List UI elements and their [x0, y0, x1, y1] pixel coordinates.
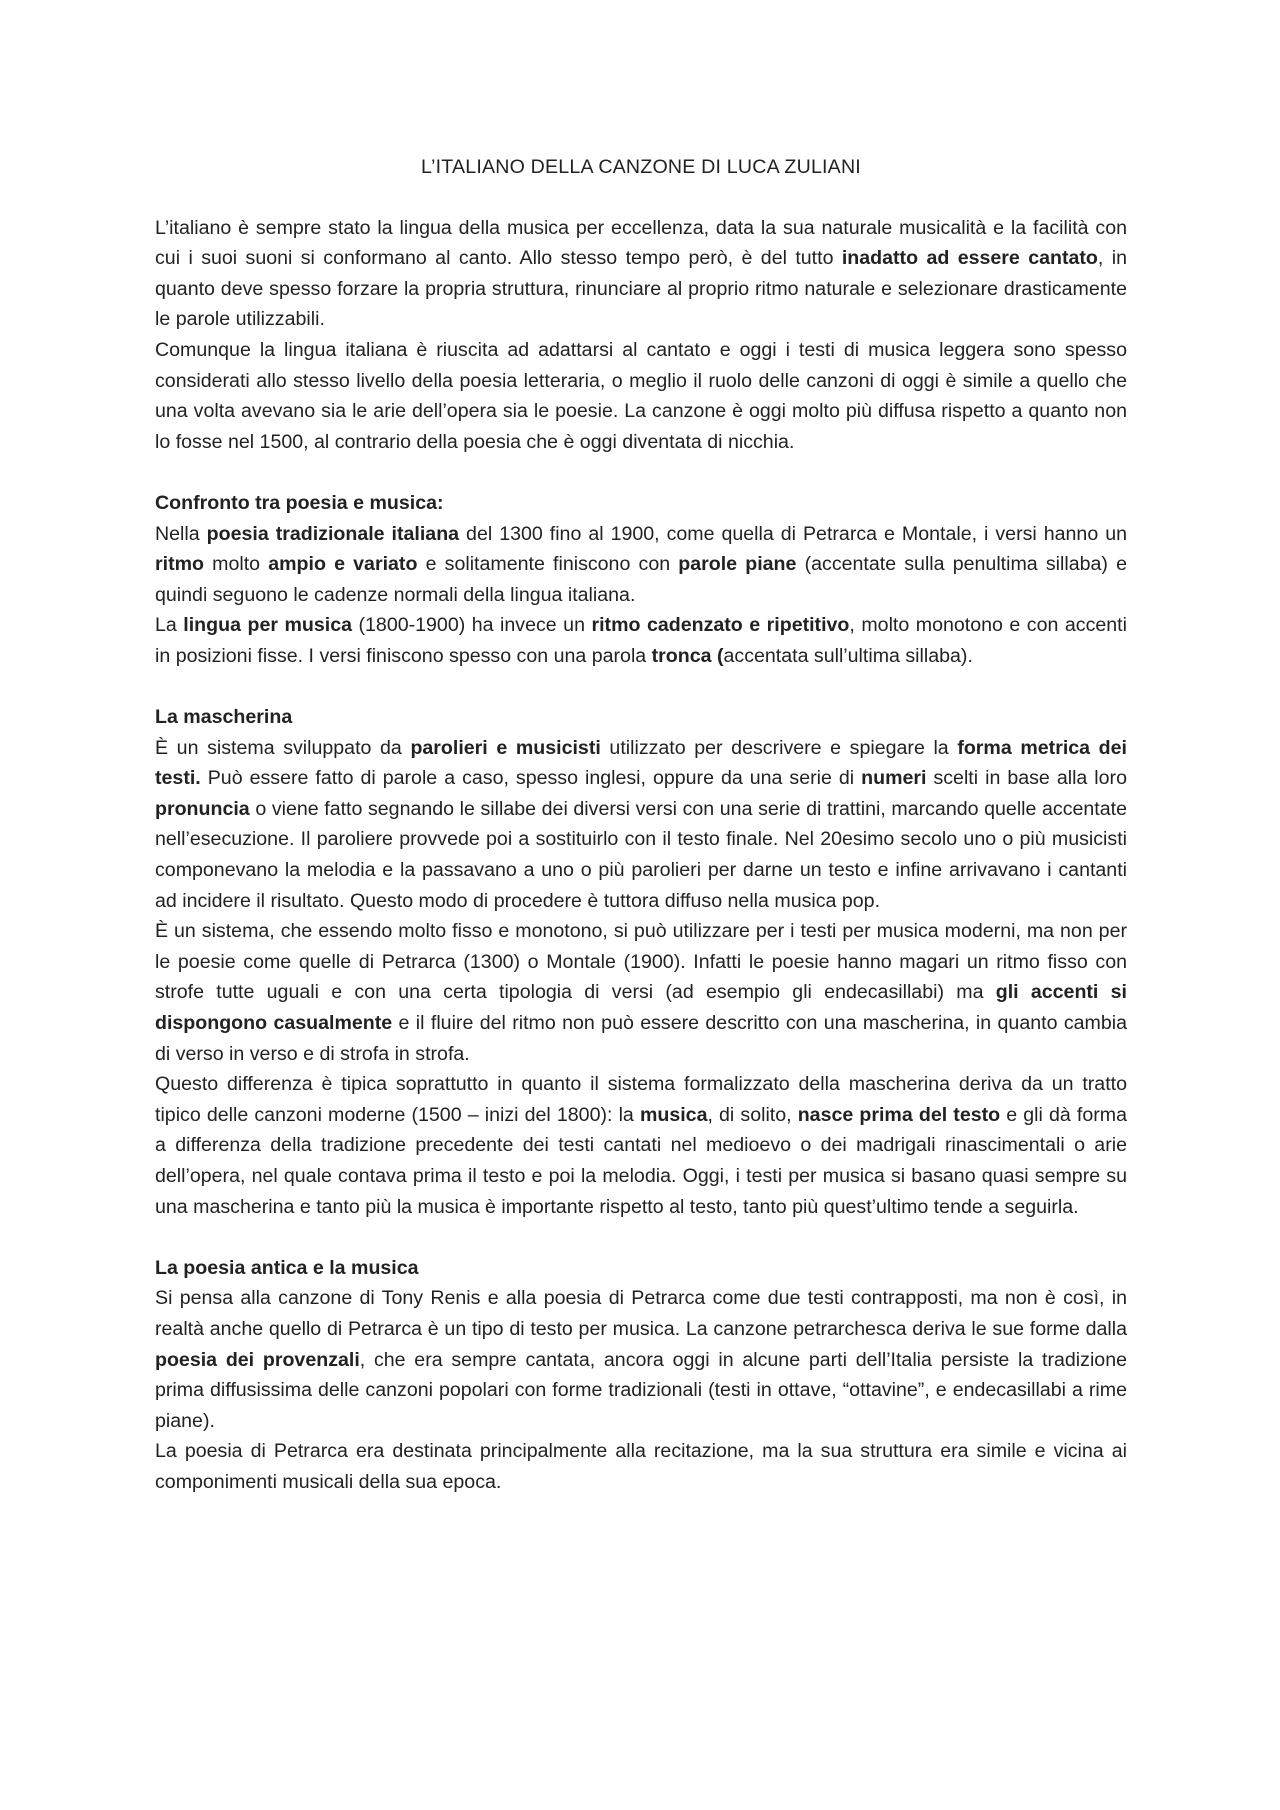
text-run: molto — [203, 553, 269, 576]
bold-run: nasce prima del testo — [797, 1103, 1001, 1126]
bold-run: tronca ( — [651, 644, 724, 667]
text-run: , molto monotono e con accenti in posizioni fisse. I versi finiscono spesso con una parola — [155, 614, 1127, 667]
bold-run: parole piane — [678, 553, 797, 576]
poesia-antica-paragraph-1 — [155, 1283, 1127, 1436]
text-run: È un sistema, che essendo molto fisso e monotono, si può utilizzare per i testi per musica moderni, ma non per le poesie come quelle di Petrarca (1300) o Montale (1900). Infatti le poesie hanno magari un ritmo fisso con strofe tutte uguali e con una certa tipologia di versi (ad esempio gli endecasillabi) ma — [155, 920, 1127, 1004]
bold-run: ritmo cadenzato e ripetitivo — [591, 614, 850, 637]
bold-run: poesia dei provenzali — [155, 1348, 360, 1371]
confronto-paragraph-2 — [155, 610, 1127, 671]
text-run: (1800-1900) ha invece un — [352, 614, 592, 637]
text-run: Questo differenza è tipica soprattutto in quanto il sistema formalizzato della mascherina deriva da un tratto tipico delle canzoni moderne (1500 – inizi del 1800): la — [155, 1073, 1127, 1126]
text-run: e il fluire del ritmo non può essere descritto con una mascherina, in quanto cambia di verso in verso e di strofa in strofa. — [155, 1012, 1127, 1065]
text-run: e gli dà forma a differenza della tradizione precedente dei testi cantati nel medioevo o dei madrigali rinascimentali o arie dell’opera, nel quale contava prima il testo e poi la melodia. Oggi, i testi per musica si basano quasi sempre su una mascherina e tanto più la musica è importante rispetto al testo, tanto più quest’ultimo tende a seguirla. — [155, 1103, 1127, 1218]
text-run: , in quanto deve spesso forzare la propria struttura, rinunciare al proprio ritmo naturale e selezionare drasticamente le parole utilizzabili. — [155, 247, 1127, 331]
text-run: o viene fatto segnando le sillabe dei diversi versi con una serie di trattini, marcando quelle accentate nell’esecuzione. Il paroliere provvede poi a sostituirlo con il testo finale. Nel 20esimo secolo uno o più musicisti componevano la melodia e la passavano a uno o più parolieri per darne un testo e infine arrivavano i cantanti ad incidere il risultato. Questo modo di procedere è tuttora diffuso nella musica pop. — [155, 797, 1127, 912]
bold-run: lingua per musica — [183, 614, 352, 637]
bold-run: pronuncia — [155, 797, 250, 820]
text-run: (accentate sulla penultima sillaba) e quindi seguono le cadenze normali della lingua italiana. — [155, 553, 1127, 606]
text-run: , che era sempre cantata, ancora oggi in alcune parti dell’Italia persiste la tradizione prima diffusissima delle canzoni popolari con forme tradizionali (testi in ottave, “ottavine”, e endecasillabi a rime piane). — [155, 1348, 1127, 1432]
intro-paragraph-2: Comunque la lingua italiana è riuscita ad adattarsi al cantato e oggi i testi di musica leggera sono spesso considerati allo stesso livello della poesia letteraria, o meglio il ruolo delle canzoni di oggi è simile a quello che una volta avevano sia le arie dell’opera sia le poesie. La canzone è oggi molto più diffusa rispetto a quanto non lo fosse nel 1500, al contrario della poesia che è oggi diventata di nicchia. — [155, 338, 1127, 453]
text-run: scelti in base alla loro — [926, 767, 1127, 790]
text-run: utilizzato per descrivere e spiegare la — [600, 736, 958, 759]
bold-run: inadatto ad essere cantato — [841, 247, 1098, 270]
text-run: , di solito, — [707, 1103, 798, 1126]
bold-run: forma metrica dei testi. — [155, 736, 1127, 790]
document-title: L’ITALIANO DELLA CANZONE DI LUCA ZULIANI — [421, 156, 861, 178]
bold-run: gli accenti si dispongono casualmente — [155, 981, 1127, 1035]
section-heading-confronto: Confronto tra poesia e musica: — [155, 491, 444, 514]
bold-run: numeri — [861, 767, 927, 790]
confronto-paragraph-1 — [155, 519, 1127, 611]
text-run: È un sistema sviluppato da — [155, 736, 411, 759]
section-heading-poesia-antica: La poesia antica e la musica — [155, 1256, 419, 1279]
text-run: del 1300 fino al 1900, come quella di Petrarca e Montale, i versi hanno un — [459, 522, 1127, 545]
text-run: L’italiano è sempre stato la lingua della musica per eccellenza, data la sua naturale musicalità e la facilità con cui i suoi suoni si conformano al canto. Allo stesso tempo però, è del tutto — [155, 216, 1127, 270]
bold-run: musica — [639, 1103, 708, 1126]
mascherina-paragraph-2 — [155, 916, 1127, 1069]
section-heading-mascherina: La mascherina — [155, 706, 293, 729]
bold-run: parolieri e musicisti — [410, 736, 601, 759]
text-run: Si pensa alla canzone di Tony Renis e alla poesia di Petrarca come due testi contrapposti, ma non è così, in realtà anche quello di Petrarca è un tipo di testo per musica. La canzone petrarchesca deriva le sue forme dalla — [155, 1287, 1127, 1340]
intro-paragraph-1 — [155, 213, 1127, 335]
poesia-antica-paragraph-2: La poesia di Petrarca era destinata principalmente alla recitazione, ma la sua struttura era simile e vicina ai componimenti musicali della sua epoca. — [155, 1440, 1127, 1493]
bold-run: poesia tradizionale italiana — [206, 522, 460, 545]
text-run: accentata sull’ultima sillaba). — [723, 644, 973, 667]
text-run: e solitamente finiscono con — [417, 553, 679, 576]
bold-run: ritmo — [155, 553, 204, 576]
text-run: Nella — [155, 522, 207, 545]
mascherina-paragraph-1 — [155, 733, 1127, 917]
text-run: Può essere fatto di parole a caso, spesso inglesi, oppure da una serie di — [200, 767, 862, 790]
bold-run: ampio e variato — [268, 553, 418, 576]
text-run: La — [155, 614, 184, 637]
document-page — [155, 152, 1127, 1498]
mascherina-paragraph-3 — [155, 1069, 1127, 1222]
